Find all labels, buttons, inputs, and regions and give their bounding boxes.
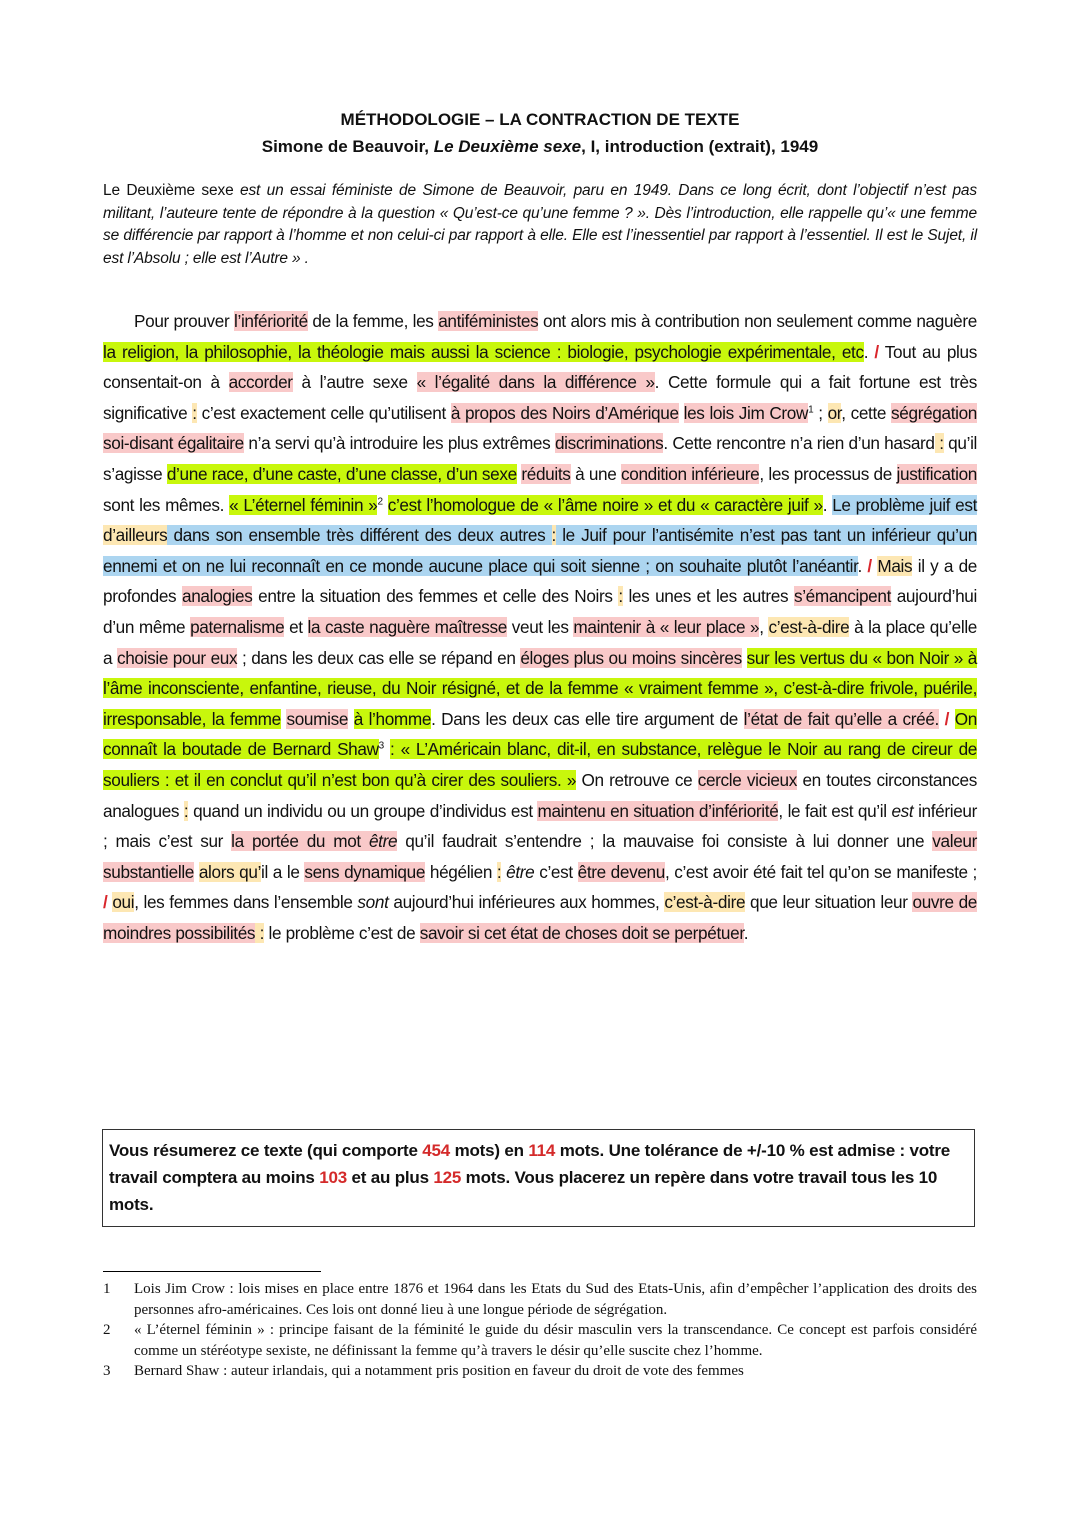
highlight-pink: soumise	[286, 708, 349, 729]
highlight-pink: maintenu en situation d’infériorité	[537, 800, 779, 821]
text-run: entre la situation des femmes et celle des Noirs	[252, 586, 619, 607]
text-run: quand un individu ou un groupe d’individus est	[188, 800, 538, 821]
footnote-number: 3	[103, 1363, 111, 1379]
instruction-text: mots. Vous placerez un repère dans votre travail tous les 10 mots.	[109, 1168, 938, 1214]
highlight-pink: accorder	[228, 372, 293, 393]
text-run: sont les mêmes.	[103, 494, 230, 515]
section-separator-slash: /	[867, 555, 872, 576]
highlight-pink: s’émancipent	[793, 586, 892, 607]
highlight-yellow: oui	[112, 892, 135, 913]
footnote-separator	[103, 1271, 321, 1272]
text-run: .	[857, 555, 868, 576]
highlight-yellow: or	[827, 402, 842, 423]
footnote-number: 1	[103, 1281, 111, 1297]
work-title: Le Deuxième sexe	[433, 137, 582, 156]
highlight-pink: choisie pour eux	[116, 647, 238, 668]
text-run: .	[822, 494, 833, 515]
highlight-yellow: :	[934, 433, 944, 454]
text-run: inférieur ; mais c’est sur	[103, 800, 978, 852]
highlight-green: : « L’Américain blanc, dit-il, en substance, relègue le Noir au rang de cireur de souliers : et il en conclut qu’il n’est bon qu’à cirer des souliers. »	[103, 739, 977, 790]
intro-work-title: Le Deuxième sexe	[103, 182, 234, 199]
highlight-pink: antiféministes	[438, 311, 539, 331]
document-title	[0, 106, 1080, 160]
text-run: à la place qu’elle a	[103, 616, 977, 668]
text-run: aujourd’hui d’un même	[103, 586, 977, 637]
highlight-yellow: :	[551, 525, 556, 546]
highlight-pink: justification	[896, 463, 977, 484]
highlight-green: c’est l’homologue de « l’âme noire » et du « caractère juif »	[387, 494, 823, 515]
footnote-ref: 2	[377, 495, 383, 507]
highlight-yellow: :	[255, 922, 265, 943]
highlight-pink: les lois Jim Crow	[683, 402, 809, 423]
highlight-green: à l’homme	[353, 708, 432, 729]
highlight-pink: éloges plus ou moins sincères	[520, 647, 742, 668]
highlight-pink: être	[368, 831, 398, 852]
text-run: ; dans les deux cas elle se répand en	[237, 647, 521, 668]
text-run: On retrouve ce	[576, 769, 698, 790]
footnote-text: « L’éternel féminin » : principe faisant de la féminité le guide du désir masculin vers la transcendance. Ce concept est parfois considéré comme un stéréotype sexiste, ne définissant la femme qu’à travers le désir qu’elle suscite chez l’homme.	[134, 1322, 977, 1359]
text-run: et	[284, 616, 308, 637]
text-run: c’est exactement celle qu’utilisent	[196, 402, 451, 423]
footnotes	[103, 1279, 977, 1382]
highlight-green: la religion, la philosophie, la théologie mais aussi la science : biologie, psychologie expérimentale, etc	[103, 341, 864, 362]
text-run	[742, 648, 747, 668]
highlight-yellow: :	[192, 402, 197, 423]
word-count-target: 114	[528, 1141, 556, 1160]
highlight-yellow: :	[618, 586, 623, 607]
highlight-pink: cercle vicieux	[697, 769, 797, 790]
highlight-green: sur les vertus du « bon Noir » à l’âme inconsciente, enfantine, rieuse, du Noir résigné, et de la femme « vraiment femme », c’est-à-dire frivole, puérile, irresponsable, la femme	[103, 647, 977, 729]
section-separator-slash: /	[103, 892, 108, 913]
highlight-pink: analogies	[182, 586, 253, 607]
highlight-pink: l’infériorité	[234, 311, 308, 331]
highlight-pink: réduits	[521, 463, 571, 484]
text-run	[348, 709, 354, 729]
source-line	[0, 133, 1080, 160]
footnote-ref: 3	[378, 740, 384, 752]
title-line: MÉTHODOLOGIE – LA CONTRACTION DE TEXTE	[340, 110, 740, 129]
text-run: ;	[813, 402, 828, 423]
instruction-text: mots) en	[450, 1141, 529, 1160]
text-run: .	[863, 341, 875, 362]
text-run: sont	[357, 892, 389, 913]
footnote-text: Bernard Shaw : auteur irlandais, qui a notamment pris position en faveur du droit de vote des femmes	[134, 1363, 744, 1379]
text-run: , les processus de	[759, 463, 897, 484]
highlight-pink: savoir si cet état de choses doit se perpétuer	[419, 922, 744, 943]
text-run: être	[506, 861, 535, 882]
text-run: n’a servi qu’à introduire les plus extrêmes	[243, 433, 555, 454]
text-run: qu’il s’agisse	[103, 433, 978, 484]
word-count-total: 454	[422, 1141, 451, 1160]
highlight-blue: Le problème juif est	[832, 494, 978, 515]
word-count-min: 103	[319, 1168, 347, 1187]
highlight-pink: valeur substantielle	[103, 831, 977, 882]
text-run	[949, 709, 955, 729]
footnote-2	[103, 1320, 977, 1361]
highlight-pink: ségrégation soi-disant égalitaire	[103, 402, 978, 454]
text-run: de la femme, les	[307, 311, 439, 331]
text-run: qu’il faudrait s’entendre ; la mauvaise foi consiste à lui donner une	[397, 831, 933, 852]
text-run: Pour prouver	[134, 311, 235, 331]
highlight-yellow: :	[183, 800, 189, 821]
intro-paragraph	[103, 180, 977, 271]
highlight-pink: maintenir à « leur place »	[573, 616, 760, 637]
text-run	[679, 403, 684, 423]
text-run: , cette	[841, 402, 892, 423]
text-run: . Cette rencontre n’a rien d’un hasard	[663, 433, 935, 454]
text-run: , les femmes dans l’ensemble	[134, 892, 358, 913]
footnote-text: Lois Jim Crow : lois mises en place entre 1876 et 1964 dans les Etats du Sud des Etats-Unis, afin d’empêcher l’application des droits des personnes afro-américaines. Ces lois ont donné lieu à une longue période de ségrégation.	[134, 1281, 977, 1318]
text-run: , c’est avoir été fait tel qu’on se manifeste ;	[664, 861, 977, 882]
text-run: à l’autre sexe	[292, 372, 417, 393]
highlight-pink: paternalisme	[190, 616, 285, 637]
highlight-pink: condition inférieure	[621, 463, 760, 484]
highlight-green: On connaît la boutade de Bernard Shaw	[103, 708, 977, 760]
highlight-yellow: alors qu’	[198, 861, 262, 882]
text-run: est	[891, 800, 914, 821]
text-run: à une	[570, 463, 622, 484]
highlight-green: « L’éternel féminin »	[229, 494, 378, 515]
text-run: .	[743, 922, 749, 943]
instruction-box	[102, 1129, 975, 1227]
highlight-pink: la caste naguère maîtresse	[307, 616, 507, 637]
instruction-text: Vous résumerez ce texte (qui comporte	[109, 1141, 423, 1160]
section-separator-slash: /	[944, 708, 950, 729]
text-run: veut les	[506, 616, 574, 637]
text-run: il a le	[261, 861, 305, 882]
text-run: le problème c’est de	[264, 922, 420, 943]
text-run: hégélien	[425, 861, 497, 882]
highlight-yellow: Mais	[877, 555, 913, 576]
text-run: il y a de profondes	[103, 555, 978, 607]
instruction-text: et au plus	[346, 1168, 434, 1187]
text-run: aujourd’hui inférieures aux hommes,	[388, 892, 665, 913]
text-run: que leur situation leur	[745, 892, 913, 913]
text-run: en toutes circonstances analogues	[103, 769, 977, 821]
highlight-green: d’une race, d’une caste, d’une classe, d’un sexe	[166, 463, 517, 484]
footnote-ref: 1	[808, 404, 814, 416]
text-run: . Cette formule qui a fait fortune est très significative	[103, 372, 977, 423]
footnote-number: 2	[103, 1322, 111, 1338]
text-run: ,	[759, 616, 769, 637]
highlight-blue: dans son ensemble très différent des deux autres	[167, 525, 552, 546]
highlight-pink: discriminations	[554, 433, 664, 454]
highlight-pink: « l’égalité dans la différence »	[416, 372, 655, 393]
highlight-pink: l’état de fait qu’elle a créé.	[743, 708, 939, 729]
highlight-pink: être devenu	[577, 861, 665, 882]
section-separator-slash: /	[874, 341, 879, 362]
source-details: , I, introduction (extrait), 1949	[581, 137, 819, 156]
word-count-max: 125	[433, 1168, 462, 1187]
text-run: Tout au plus consentait-on à	[103, 341, 977, 393]
highlight-yellow: c’est-à-dire	[768, 616, 850, 637]
highlight-yellow: c’est-à-dire	[664, 892, 746, 913]
source-text	[103, 306, 977, 948]
text-run: c’est	[534, 861, 578, 882]
highlight-blue: le Juif pour l’antisémite n’est pas tant un inférieur qu’un ennemi et on ne lui reconnaît en ce monde aucune place qui soit sienne ; on souhaite plutôt l’anéantir	[103, 525, 977, 576]
intro-text: est un essai féministe de Simone de Beauvoir, paru en 1949. Dans ce long écrit, dont l’objectif n’est pas militant, l’auteure tente de répondre à la question « Qu’est-ce qu’une femme ? ». Dès l’introduction, elle rappelle qu’« une femme se différencie par rapport à l’homme et non celui-ci par rapport à elle. Elle est l’inessentiel par rapport à l’essentiel. Il est le Sujet, il est l’Absolu ; elle est l’Autre » .	[103, 182, 977, 268]
highlight-yellow: d’ailleurs	[103, 525, 168, 546]
text-run: les unes et les autres	[622, 586, 794, 607]
footnote-3	[103, 1361, 977, 1382]
instruction-text: mots. Une tolérance de +/-10 % est admise : votre travail comptera au moins	[109, 1141, 951, 1187]
highlight-pink: la portée du mot	[231, 831, 369, 852]
highlight-pink: ouvre de moindres possibilités	[103, 892, 978, 943]
author: Simone de Beauvoir,	[261, 137, 434, 156]
text-run: ont alors mis à contribution non seulement comme naguère	[538, 311, 977, 331]
highlight-pink: à propos des Noirs d’Amérique	[450, 402, 679, 423]
highlight-yellow: :	[496, 861, 502, 882]
text-run	[383, 495, 388, 515]
text-run: , le fait est qu’il	[778, 800, 892, 821]
footnote-1	[103, 1279, 977, 1320]
text-run: . Dans les deux cas elle tire argument de	[431, 708, 744, 729]
highlight-pink: sens dynamique	[304, 861, 426, 882]
